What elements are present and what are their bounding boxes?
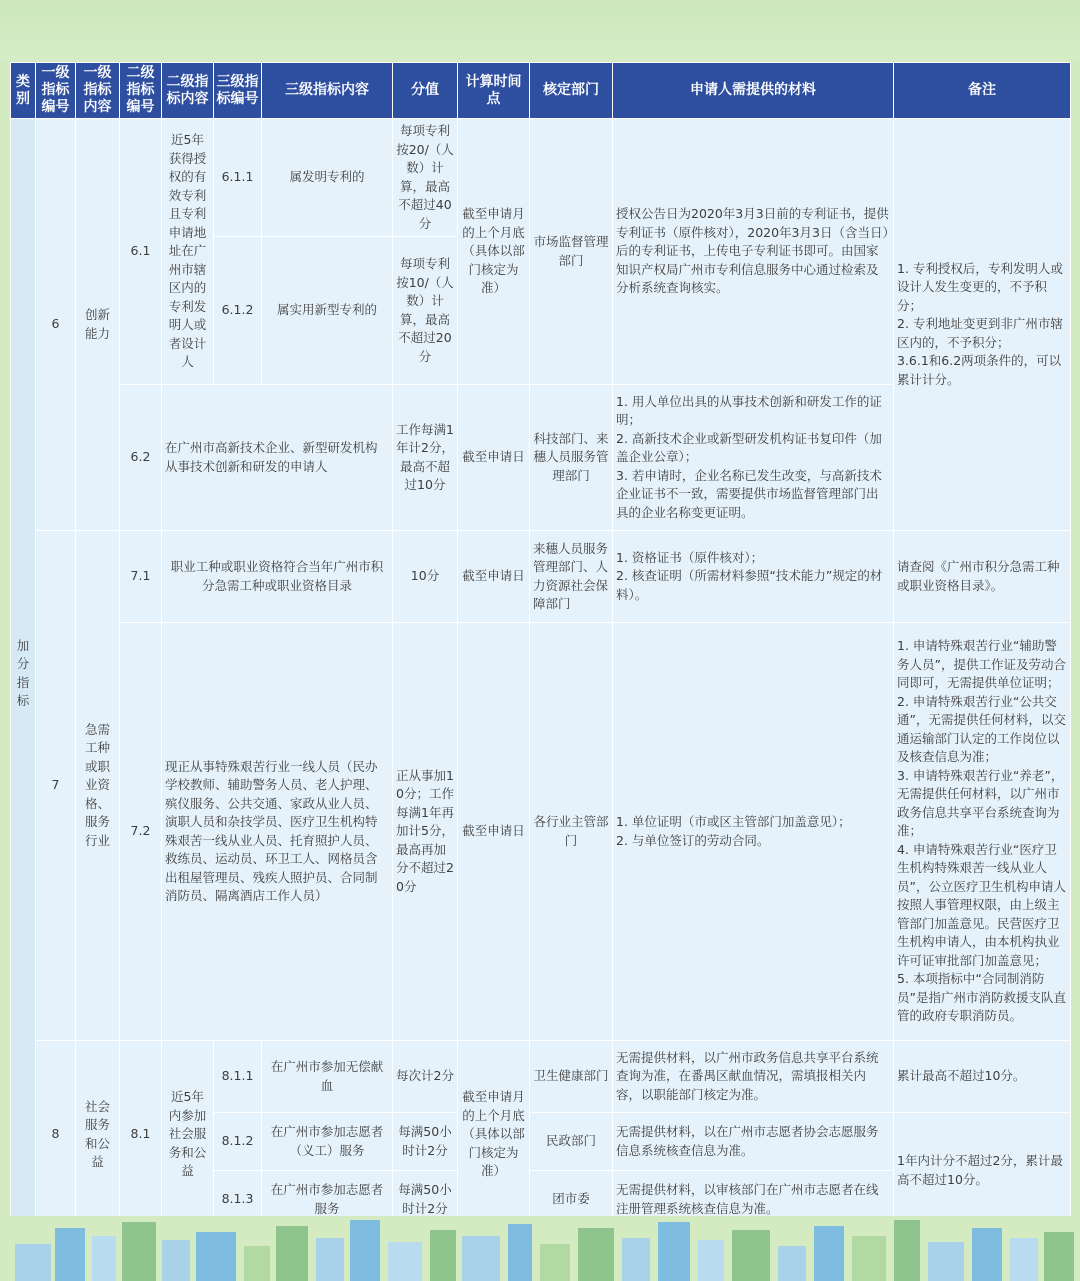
materials-cell: 无需提供材料，以审核部门在广州市志愿者在线注册管理系统核查信息为准。 xyxy=(613,1171,894,1229)
score-cell: 10分 xyxy=(393,531,458,623)
header-level2-content: 二级指标内容 xyxy=(162,63,214,119)
level2-number: 6.1 xyxy=(120,119,162,385)
header-calc-time: 计算时间点 xyxy=(458,63,530,119)
materials-cell: 无需提供材料，以在广州市志愿者协会志愿服务信息系统核查信息为准。 xyxy=(613,1113,894,1171)
level1-content: 创新能力 xyxy=(76,119,120,531)
header-department: 核定部门 xyxy=(530,63,613,119)
score-cell: 每满50小时计2分 xyxy=(393,1171,458,1229)
level1-number: 7 xyxy=(36,531,76,1041)
points-policy-table xyxy=(10,62,1071,1229)
department-cell: 卫生健康部门 xyxy=(530,1041,613,1113)
level3-content: 属发明专利的 xyxy=(262,119,393,237)
score-cell: 正从事加10分；工作每满1年再加计5分，最高再加分不超过20分 xyxy=(393,623,458,1041)
department-cell: 团市委 xyxy=(530,1171,613,1229)
score-cell: 每次计2分 xyxy=(393,1041,458,1113)
remarks-cell: 1. 申请特殊艰苦行业“辅助警务人员”，提供工作证及劳动合同即可，无需提供单位证明； 2. 申请特殊艰苦行业“公共交通”，无需提供任何材料，以交通运输部门认定的工作岗位以及核查信息为准； 3. 申请特殊艰苦行业“养老”，无需提供任何材料，以广州市政务信息共享平台系统查询为准； 4. 申请特殊艰苦行业“医疗卫生机构特殊艰苦一线从业人员”，公立医疗卫生机构申请人按照人事管理权限，由上级主管部门加盖意见。民营医疗卫生机构申请人，由本机构执业许可证审批部门加盖意见； 5. 本项指标中“合同制消防员”是指广州市消防救援支队直管的政府专职消防员。 xyxy=(894,623,1071,1041)
department-cell: 来穗人员服务管理部门、人力资源社会保障部门 xyxy=(530,531,613,623)
header-level2-number: 二级指标编号 xyxy=(120,63,162,119)
department-cell: 市场监督管理部门 xyxy=(530,119,613,385)
level2-number: 7.1 xyxy=(120,531,162,623)
materials-cell: 1. 用人单位出具的从事技术创新和研发工作的证明； 2. 高新技术企业或新型研发机构证书复印件（加盖企业公章）； 3. 若申请时，企业名称已发生改变，与高新技术企业证书不一致，需要提供市场监督管理部门出具的企业名称变更证明。 xyxy=(613,385,894,531)
remarks-cell: 1. 专利授权后，专利发明人或设计人发生变更的，不予积分； 2. 专利地址变更到非广州市辖区内的，不予积分； 3.6.1和6.2两项条件的，可以累计计分。 xyxy=(894,119,1071,531)
table-row xyxy=(11,1041,1071,1113)
header-level1-content: 一级指标内容 xyxy=(76,63,120,119)
table-header-row xyxy=(11,63,1071,119)
level2-number: 8.1 xyxy=(120,1041,162,1229)
level2-content: 近5年获得授权的有效专利且专利申请地址在广州市辖区内的专利发明人或者设计人 xyxy=(162,119,214,385)
header-remarks: 备注 xyxy=(894,63,1071,119)
score-cell: 工作每满1年计2分，最高不超过10分 xyxy=(393,385,458,531)
calc-time-cell: 截至申请月的上个月底（具体以部门核定为准） xyxy=(458,1041,530,1229)
calc-time-cell: 截至申请日 xyxy=(458,531,530,623)
level2-content: 在广州市高新技术企业、新型研发机构从事技术创新和研发的申请人 xyxy=(162,385,393,531)
level2-number: 7.2 xyxy=(120,623,162,1041)
calc-time-cell: 截至申请月的上个月底（具体以部门核定为准） xyxy=(458,119,530,385)
calc-time-cell: 截至申请日 xyxy=(458,385,530,531)
table-row xyxy=(11,623,1071,1041)
table-row xyxy=(11,531,1071,623)
materials-cell: 1. 资格证书（原件核对）； 2. 核查证明（所需材料参照“技术能力”规定的材料）。 xyxy=(613,531,894,623)
header-level3-number: 三级指标编号 xyxy=(214,63,262,119)
level1-number: 6 xyxy=(36,119,76,531)
department-cell: 科技部门、来穗人员服务管理部门 xyxy=(530,385,613,531)
department-cell: 民政部门 xyxy=(530,1113,613,1171)
materials-cell: 授权公告日为2020年3月3日前的专利证书，提供专利证书（原件核对），2020年3月3日（含当日）后的专利证书，上传电子专利证书即可。由国家知识产权局广州市专利信息服务中心通过检索及分析系统查询核实。 xyxy=(613,119,894,385)
score-cell: 每项专利按10/（人数）计算，最高不超过20分 xyxy=(393,237,458,385)
level3-number: 8.1.2 xyxy=(214,1113,262,1171)
top-background-band xyxy=(0,0,1080,62)
remarks-cell: 请查阅《广州市积分急需工种或职业资格目录》。 xyxy=(894,531,1071,623)
department-cell: 各行业主管部门 xyxy=(530,623,613,1041)
level3-number: 6.1.2 xyxy=(214,237,262,385)
level3-number: 8.1.1 xyxy=(214,1041,262,1113)
level2-content: 职业工种或职业资格符合当年广州市积分急需工种或职业资格目录 xyxy=(162,531,393,623)
materials-cell: 无需提供材料，以广州市政务信息共享平台系统查询为准，在番禺区献血情况，需填报相关内容，以职能部门核定为准。 xyxy=(613,1041,894,1113)
level3-number: 6.1.1 xyxy=(214,119,262,237)
header-materials: 申请人需提供的材料 xyxy=(613,63,894,119)
level2-content: 近5年内参加社会服务和公益 xyxy=(162,1041,214,1229)
header-level3-content: 三级指标内容 xyxy=(262,63,393,119)
city-skyline-decoration xyxy=(0,1216,1080,1281)
score-cell: 每满50小时计2分 xyxy=(393,1113,458,1171)
level3-content: 在广州市参加无偿献血 xyxy=(262,1041,393,1113)
score-cell: 每项专利按20/（人数）计算，最高不超过40分 xyxy=(393,119,458,237)
level1-content: 急需工种或职业资格、服务行业 xyxy=(76,531,120,1041)
level3-content: 属实用新型专利的 xyxy=(262,237,393,385)
level1-content: 社会服务和公益 xyxy=(76,1041,120,1229)
calc-time-cell: 截至申请日 xyxy=(458,623,530,1041)
table-row xyxy=(11,119,1071,237)
level2-content: 现正从事特殊艰苦行业一线人员（民办学校教师、辅助警务人员、老人护理、殡仪服务、公共交通、家政从业人员、演职人员和杂技学员、医疗卫生机构特殊艰苦一线从业人员、托育照护人员、救练员、运动员、环卫工人、网格员含出租屋管理员、残疾人照护员、合同制消防员、隔离酒店工作人员） xyxy=(162,623,393,1041)
materials-cell: 1. 单位证明（市或区主管部门加盖意见）； 2. 与单位签订的劳动合同。 xyxy=(613,623,894,1041)
remarks-cell: 1年内计分不超过2分，累计最高不超过10分。 xyxy=(894,1113,1071,1229)
header-score: 分值 xyxy=(393,63,458,119)
level3-number: 8.1.3 xyxy=(214,1171,262,1229)
level1-number: 8 xyxy=(36,1041,76,1229)
header-category: 类别 xyxy=(11,63,36,119)
category-cell: 加分指标 xyxy=(11,119,36,1229)
header-level1-number: 一级指标编号 xyxy=(36,63,76,119)
level2-number: 6.2 xyxy=(120,385,162,531)
level3-content: 在广州市参加志愿者服务 xyxy=(262,1171,393,1229)
level3-content: 在广州市参加志愿者（义工）服务 xyxy=(262,1113,393,1171)
remarks-cell: 累计最高不超过10分。 xyxy=(894,1041,1071,1113)
